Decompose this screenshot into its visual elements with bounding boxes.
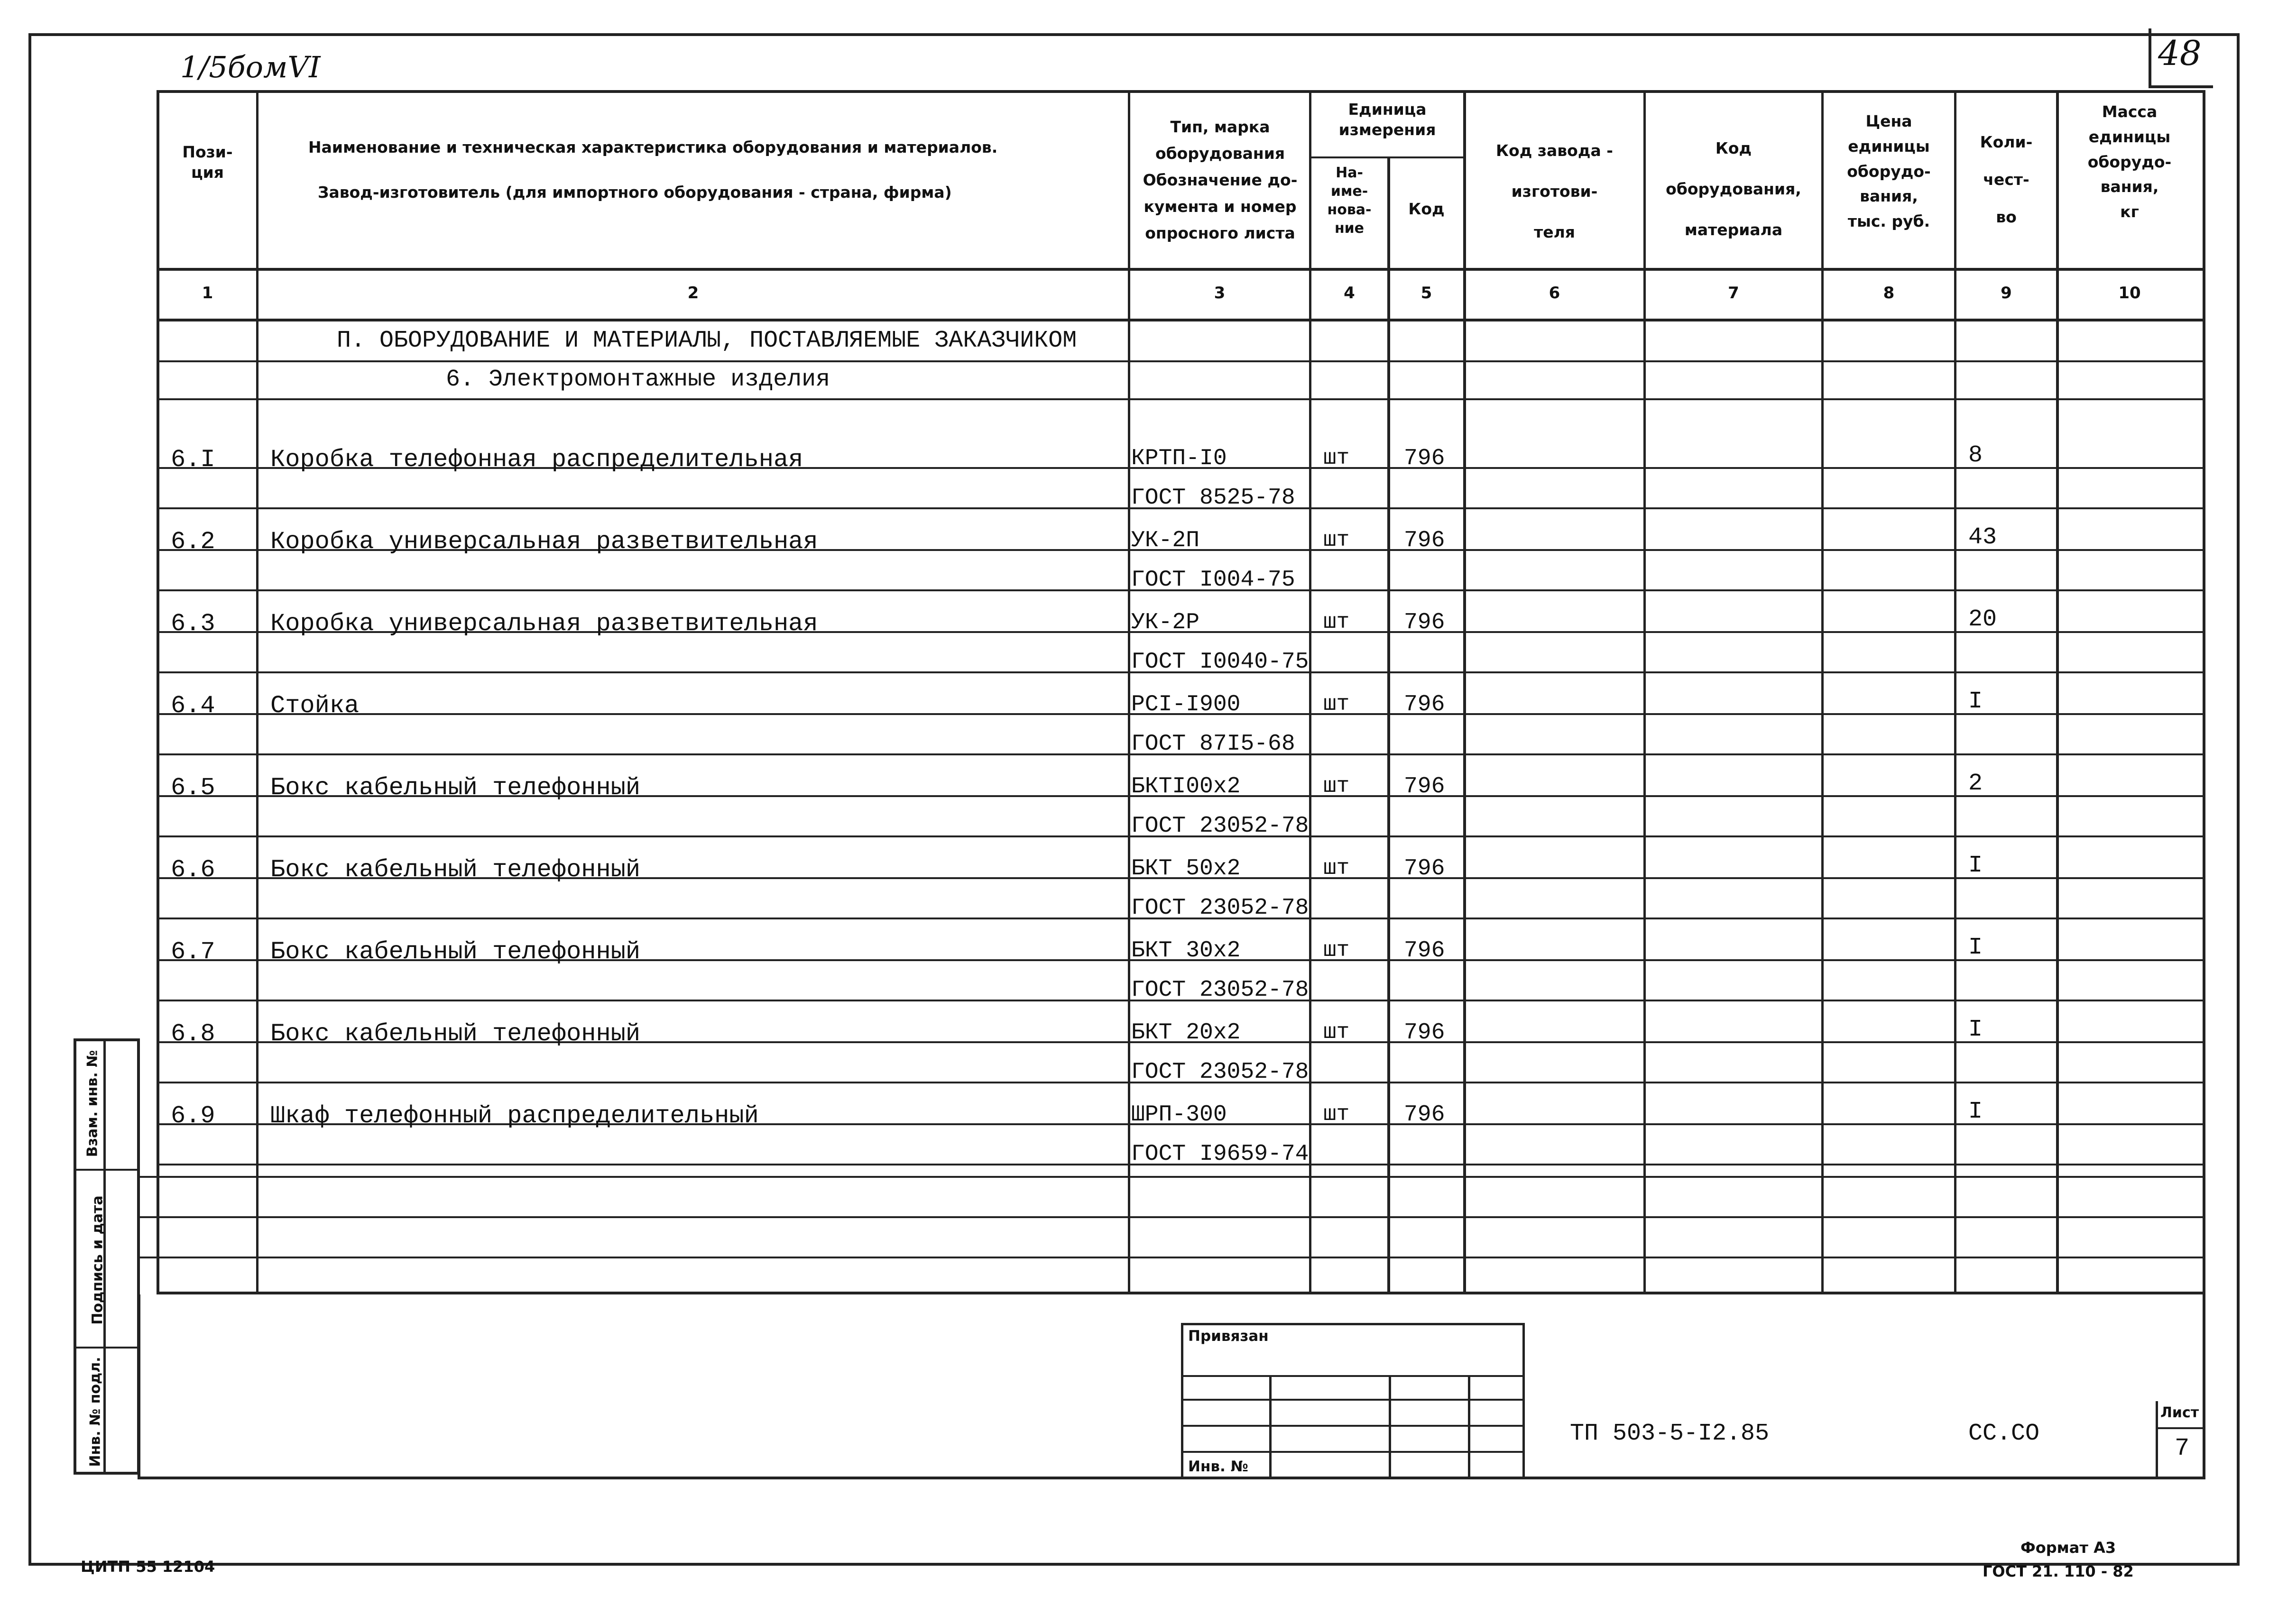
row-unit: шт	[1323, 856, 1350, 881]
list-label: Лист	[2160, 1404, 2199, 1421]
col-line-8	[1954, 90, 1956, 1294]
header-qty: Коли- чест- во	[1980, 133, 2033, 227]
header-unit-code: Код	[1408, 200, 1445, 218]
row-pos: 6.3	[171, 610, 215, 638]
col-line-1	[256, 90, 258, 1294]
col-number: 8	[1883, 284, 1895, 303]
header-name-line2: Завод-изготовитель (для импортного оборудования - страна, фирма)	[318, 183, 952, 202]
footer-left: ЦИТП 55 12104	[81, 1558, 215, 1576]
row-name: Бокс кабельный телефонный	[270, 938, 641, 966]
row-doc: ГОСТ I004-75	[1131, 567, 1295, 593]
section-title: П. ОБОРУДОВАНИЕ И МАТЕРИАЛЫ, ПОСТАВЛЯЕМЫЕ ЗАКАЗЧИКОМ	[337, 327, 1077, 354]
row-pos: 6.6	[171, 856, 215, 884]
inv-no-label: Инв. №	[1188, 1458, 1248, 1475]
col-line-9	[2056, 90, 2059, 1294]
row-doc: ГОСТ 23052-78	[1131, 813, 1309, 839]
unit-group-line	[1309, 156, 1463, 158]
privyazan-line-4	[1181, 1451, 1525, 1453]
row-type: ШРП-300	[1131, 1102, 1227, 1128]
row-unit: шт	[1323, 938, 1350, 963]
row-doc: ГОСТ 23052-78	[1131, 1059, 1309, 1085]
list-number: 7	[2175, 1434, 2190, 1462]
row-name: Бокс кабельный телефонный	[270, 856, 641, 884]
footer-gost: ГОСТ 21. 110 - 82	[1983, 1562, 2134, 1580]
col-line-2	[1128, 90, 1130, 1294]
row-doc: ГОСТ 8525-78	[1131, 485, 1295, 511]
page-number-top: 48	[2158, 33, 2202, 73]
row-unit: шт	[1323, 446, 1350, 470]
col-line-3	[1309, 90, 1311, 1294]
col-number: 2	[687, 284, 699, 303]
row-name: Бокс кабельный телефонный	[270, 774, 641, 802]
row-code: 796	[1404, 446, 1445, 471]
header-name-line1: Наименование и техническая характеристика оборудования и материалов.	[308, 138, 998, 156]
row-pos: 6.8	[171, 1020, 215, 1048]
title-block	[138, 1294, 2205, 1479]
row-code: 796	[1404, 610, 1445, 635]
colnum-bottom-line	[157, 319, 2205, 321]
row-name: Коробка универсальная разветвительная	[270, 610, 818, 638]
row-code: 796	[1404, 856, 1445, 881]
header-price: Цена единицы оборудо- вания, тыс. руб.	[1847, 112, 1931, 231]
privyazan-col-2	[1389, 1375, 1391, 1479]
row-qty: I	[1968, 1098, 1983, 1125]
row-doc: ГОСТ I0040-75	[1131, 649, 1309, 675]
header-pos: Пози- ция	[182, 143, 233, 182]
row-unit: шт	[1323, 528, 1350, 552]
row-code: 796	[1404, 1102, 1445, 1128]
header-equip-code: Код оборудования, материала	[1666, 139, 1801, 239]
doc-code: ТП 503-5-I2.85	[1570, 1420, 1770, 1447]
privyazan-line-2	[1181, 1399, 1525, 1401]
col-number: 7	[1728, 284, 1739, 303]
footer-format: Формат А3	[2020, 1539, 2116, 1557]
row-code: 796	[1404, 774, 1445, 799]
privyazan-line-3	[1181, 1425, 1525, 1427]
row-qty: 8	[1968, 442, 1983, 469]
row-pos: 6.7	[171, 938, 215, 966]
row-pos: 6.5	[171, 774, 215, 802]
row-line	[157, 398, 2205, 400]
row-unit: шт	[1323, 610, 1350, 634]
row-qty: I	[1968, 934, 1983, 961]
privyazan-line-1	[1181, 1375, 1525, 1377]
row-line	[157, 360, 2205, 362]
row-code: 796	[1404, 528, 1445, 553]
col-number: 1	[202, 284, 213, 303]
col-number: 6	[1549, 284, 1560, 303]
row-pos: 6.9	[171, 1102, 215, 1130]
row-pos: 6.4	[171, 692, 215, 720]
row-unit: шт	[1323, 1020, 1350, 1045]
side-podpis: Подпись и дата	[89, 1195, 106, 1325]
row-line	[138, 1257, 2205, 1258]
side-stamp	[74, 1038, 140, 1475]
col-line-5	[1463, 90, 1466, 1294]
row-type: БКТI00х2	[1131, 774, 1241, 799]
header-unit-name: На- име- нова- ние	[1327, 165, 1372, 237]
side-inv-podl: Инв. № подл.	[87, 1357, 104, 1467]
row-name: Коробка телефонная распределительная	[270, 446, 803, 474]
row-qty: I	[1968, 688, 1983, 715]
row-qty: I	[1968, 1016, 1983, 1043]
subsection-title: 6. Электромонтажные изделия	[446, 366, 830, 393]
row-doc: ГОСТ 87I5-68	[1131, 731, 1295, 757]
row-name: Стойка	[270, 692, 360, 720]
col-line-7	[1821, 90, 1824, 1294]
header-type: Тип, марка оборудования Обозначение до- кумента и номер опросного листа	[1143, 118, 1298, 243]
list-box-line	[2156, 1427, 2205, 1429]
row-type: БКТ 50х2	[1131, 856, 1241, 881]
row-line	[138, 1176, 2205, 1178]
row-unit: шт	[1323, 692, 1350, 716]
row-name: Коробка универсальная разветвительная	[270, 528, 818, 556]
row-qty: 2	[1968, 770, 1983, 797]
header-unit-group: Единица измерения	[1338, 100, 1436, 139]
doc-mark: СС.СО	[1968, 1420, 2040, 1447]
row-doc: ГОСТ 23052-78	[1131, 977, 1309, 1003]
row-type: РСI-I900	[1131, 692, 1241, 717]
row-type: УК-2П	[1131, 528, 1200, 553]
privyazan-col-1	[1269, 1375, 1272, 1479]
row-code: 796	[1404, 692, 1445, 717]
header-mass: Масса единицы оборудо- вания, кг	[2087, 102, 2172, 221]
col-number: 5	[1420, 284, 1432, 303]
side-vzam: Взам. инв. №	[84, 1050, 101, 1157]
privyazan-label: Привязан	[1188, 1328, 1269, 1345]
row-code: 796	[1404, 1020, 1445, 1046]
col-number: 3	[1214, 284, 1226, 303]
row-pos: 6.2	[171, 528, 215, 556]
row-name: Шкаф телефонный распределительный	[270, 1102, 759, 1130]
row-doc: ГОСТ I9659-74	[1131, 1141, 1309, 1167]
row-type: БКТ 30х2	[1131, 938, 1241, 963]
col-number: 4	[1344, 284, 1355, 303]
col-line-6	[1643, 90, 1646, 1294]
row-qty: 20	[1968, 606, 1997, 633]
row-type: УК-2Р	[1131, 610, 1200, 635]
row-qty: 43	[1968, 524, 1997, 551]
row-type: БКТ 20х2	[1131, 1020, 1241, 1046]
row-name: Бокс кабельный телефонный	[270, 1020, 641, 1048]
row-unit: шт	[1323, 1102, 1350, 1127]
privyazan-col-3	[1468, 1375, 1470, 1479]
row-type: КРТП-I0	[1131, 446, 1227, 471]
col-number: 9	[2001, 284, 2012, 303]
header-factory-code: Код завода - изготови- теля	[1496, 141, 1613, 241]
row-code: 796	[1404, 938, 1445, 963]
row-doc: ГОСТ 23052-78	[1131, 895, 1309, 921]
side-stamp-line-2	[74, 1347, 140, 1349]
corner-note: 1/5бомVI	[180, 50, 321, 84]
row-pos: 6.I	[171, 446, 215, 474]
header-bottom-line	[157, 268, 2205, 271]
col-number: 10	[2118, 284, 2141, 303]
row-unit: шт	[1323, 774, 1350, 798]
row-qty: I	[1968, 852, 1983, 879]
side-stamp-line-1	[74, 1169, 140, 1171]
row-line	[138, 1216, 2205, 1218]
privyazan-box	[1181, 1323, 1525, 1479]
